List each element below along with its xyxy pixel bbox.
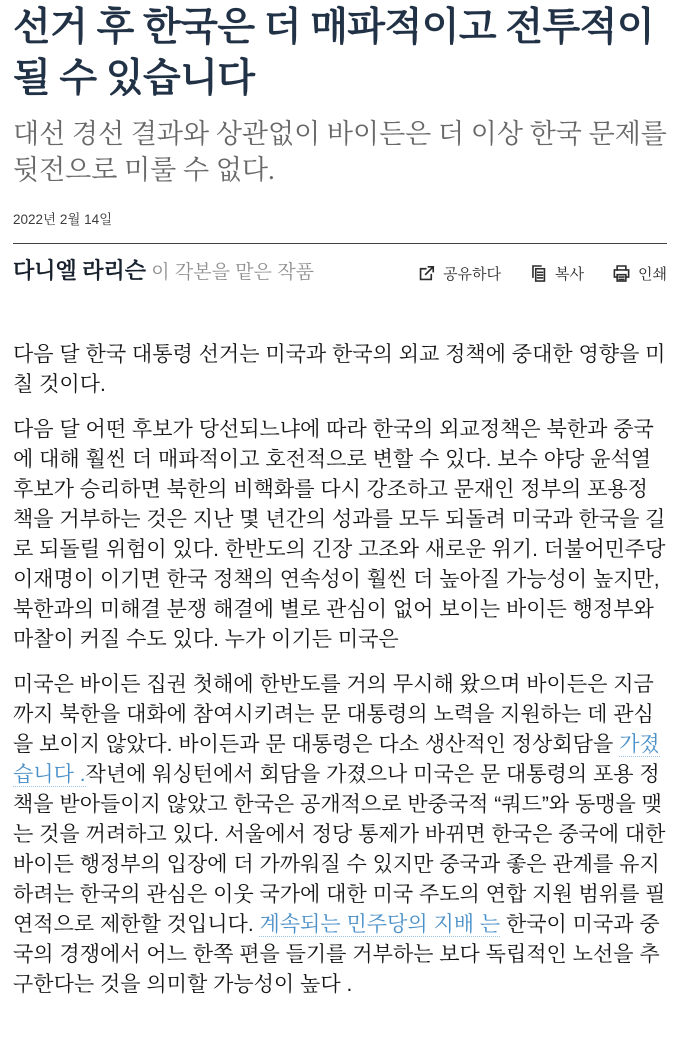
byline-role-text: 이 각본을 맡은 작품 bbox=[146, 262, 314, 283]
copy-button[interactable] bbox=[529, 263, 584, 284]
paragraph-text: 다음 달 어떤 후보가 당선되느냐에 따라 한국의 외교정책은 북한과 중국에 대해 훨씬 더 매파적이고 호전적으로 변할 수 있다. 보수 야당 윤석열 후보가 승리하면 북한의 비핵화를 다시 강조하고 문재인 정부의 포용정책을 거부하는 것은 지난 몇 년간의 성과를 모두 되돌려 미국과 한국을 길로 되돌릴 위험이 있다. 한반도의 긴장 고조와 새로운 위기. 더불어민주당 이재명이 이기면 한국 정책의 연속성이 훨씬 더 높아질 가능성이 높지만, 북한과의 미해결 분쟁 해결에 별로 관심이 없어 보이는 바이든 행정부와 마찰이 커질 수도 있다. 누가 이기든 미국은 bbox=[13, 418, 666, 651]
action-buttons bbox=[417, 255, 667, 284]
article-date: 2022년 2월 14일 bbox=[13, 212, 113, 227]
article-subtitle: 대선 경선 결과와 상관없이 바이든은 더 이상 한국 문제를 뒷전으로 미룰 수 없다. bbox=[13, 119, 667, 185]
paragraph-text: 다음 달 한국 대통령 선거는 미국과 한국의 외교 정책에 중대한 영향을 미칠 것이다. bbox=[13, 343, 666, 396]
inline-link[interactable]: 가졌습니다 . bbox=[13, 733, 660, 786]
print-icon bbox=[612, 264, 631, 283]
copy-button-label: 복사 bbox=[555, 266, 585, 283]
article-paragraph bbox=[13, 670, 667, 1000]
share-icon bbox=[417, 264, 436, 283]
print-button-label: 인쇄 bbox=[638, 266, 667, 283]
copy-icon bbox=[529, 264, 548, 283]
paragraph-text: 미국은 바이든 집권 첫해에 한반도를 거의 무시해 왔으며 바이든은 지금까지 북한을 대화에 참여시키려는 문 대통령의 노력을 지원하는 데 관심을 보이지 않았다. 바이든과 문 대통령은 다소 생산적인 정상회담을 bbox=[13, 673, 654, 756]
paragraph-text: 작년에 워싱턴에서 회담을 가졌으나 미국은 문 대통령의 포용 정책을 받아들이지 않았고 한국은 공개적으로 반중국적 “쿼드”와 동맹을 맺는 것을 꺼려하고 있다. 서울에서 정당 통제가 바뀌면 한국은 중국에 대한 바이든 행정부의 입장에 더 가까워질 수 있지만 중국과 좋은 관계를 유지하려는 한국의 관심은 이웃 국가에 대한 미국 주도의 연합 지원 범위를 필연적으로 제한할 것입니다. bbox=[13, 763, 666, 936]
article-title: 선거 후 한국은 더 매파적이고 전투적이 될 수 있습니다 bbox=[13, 6, 655, 100]
print-button[interactable] bbox=[612, 263, 667, 284]
author-name[interactable]: 다니엘 라리슨 bbox=[13, 258, 147, 283]
byline bbox=[13, 255, 358, 288]
article-paragraph bbox=[13, 415, 667, 655]
article-paragraph bbox=[13, 340, 667, 400]
inline-link[interactable]: 계속되는 민주당의 지배 는 bbox=[259, 913, 501, 936]
divider-rule bbox=[13, 243, 667, 244]
article-body bbox=[13, 340, 667, 1000]
share-button[interactable] bbox=[417, 263, 501, 284]
share-button-label: 공유하다 bbox=[443, 266, 502, 283]
byline-row bbox=[13, 255, 667, 288]
paragraph-text: 한국이 미국과 중국의 경쟁에서 어느 한쪽 편을 들기를 거부하는 보다 독립적인 노선을 추구한다는 것을 의미할 가능성이 높다 . bbox=[13, 913, 660, 996]
